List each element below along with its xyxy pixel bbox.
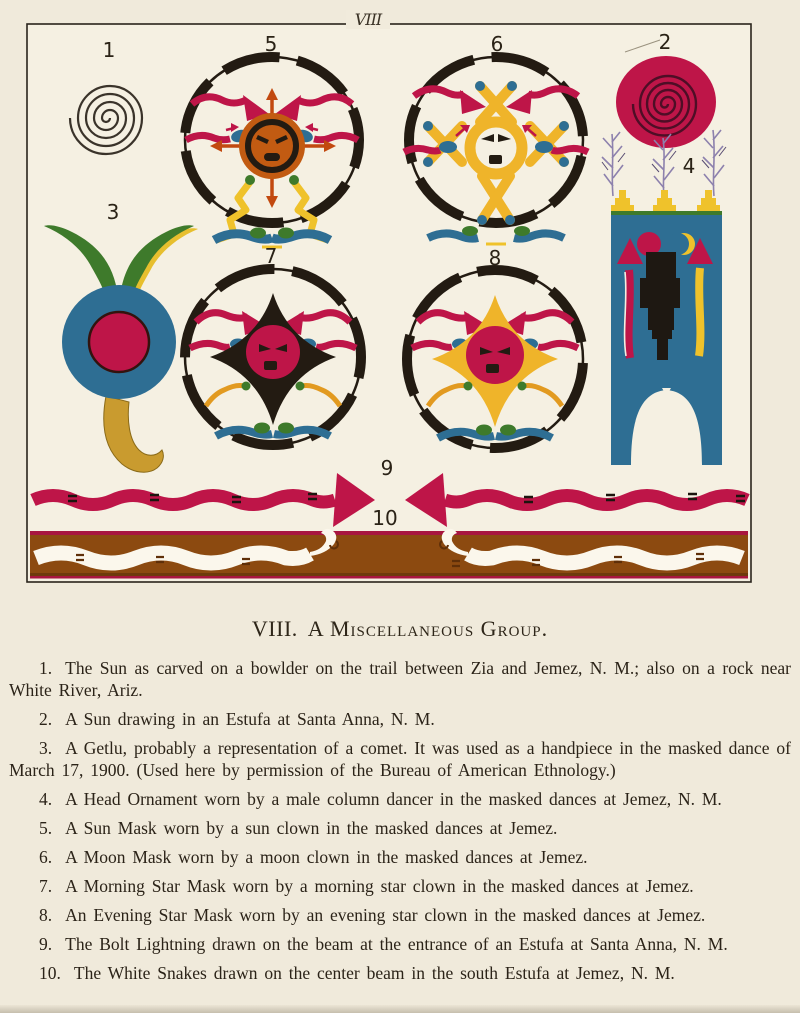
page-title — [0, 616, 800, 642]
figure-label-5: 5 — [264, 32, 278, 56]
figure-label-3: 3 — [106, 200, 120, 224]
scan-edge — [0, 1005, 800, 1013]
figure-label-10: 10 — [372, 506, 398, 530]
figure-label-9: 9 — [380, 456, 394, 480]
caption-item-5: 5. A Sun Mask worn by a sun clown in the masked dances at Jemez. — [39, 818, 558, 838]
plate-numeral: VIII — [346, 10, 390, 29]
figure-label-2: 2 — [658, 30, 672, 54]
caption-item-1: 1. The Sun as carved on a bowlder on the trail between Zia and Jemez, N. M.; also on a rock near White River, Ariz. — [9, 658, 791, 700]
caption-item-10: 10. The White Snakes drawn on the center beam in the south Estufa at Jemez, N. M. — [39, 963, 675, 983]
caption-item-4: 4. A Head Ornament worn by a male column dancer in the masked dances at Jemez, N. M. — [39, 789, 722, 809]
figure-label-1: 1 — [102, 38, 116, 62]
figure-label-7: 7 — [264, 244, 278, 268]
caption-item-7: 7. A Morning Star Mask worn by a morning star clown in the masked dances at Jemez. — [39, 876, 694, 896]
figure-evening-star-mask — [407, 270, 583, 448]
caption-item-9: 9. The Bolt Lightning drawn on the beam at the entrance of an Estufa at Santa Anna, N. M. — [39, 934, 728, 954]
figure-label-4: 4 — [682, 154, 696, 178]
figure-white-snakes — [30, 529, 748, 579]
title-numeral: VIII. — [251, 616, 298, 641]
title-text: A Miscellaneous Group. — [307, 616, 549, 641]
figure-label-6: 6 — [490, 32, 504, 56]
caption-list — [0, 642, 800, 984]
figure-morning-star-mask — [185, 269, 361, 445]
caption-item-3: 3. A Getlu, probably a representation of a comet. It was used as a handpiece in the masked dance of March 17, 1900. (Used here by permission of the Bureau of American Ethnology.) — [9, 738, 791, 780]
caption-item-8: 8. An Evening Star Mask worn by an evening star clown in the masked dances at Jemez. — [39, 905, 706, 925]
caption-item-2: 2. A Sun drawing in an Estufa at Santa Anna, N. M. — [39, 709, 435, 729]
figure-label-8: 8 — [488, 246, 502, 270]
caption-item-6: 6. A Moon Mask worn by a moon clown in the masked dances at Jemez. — [39, 847, 588, 867]
